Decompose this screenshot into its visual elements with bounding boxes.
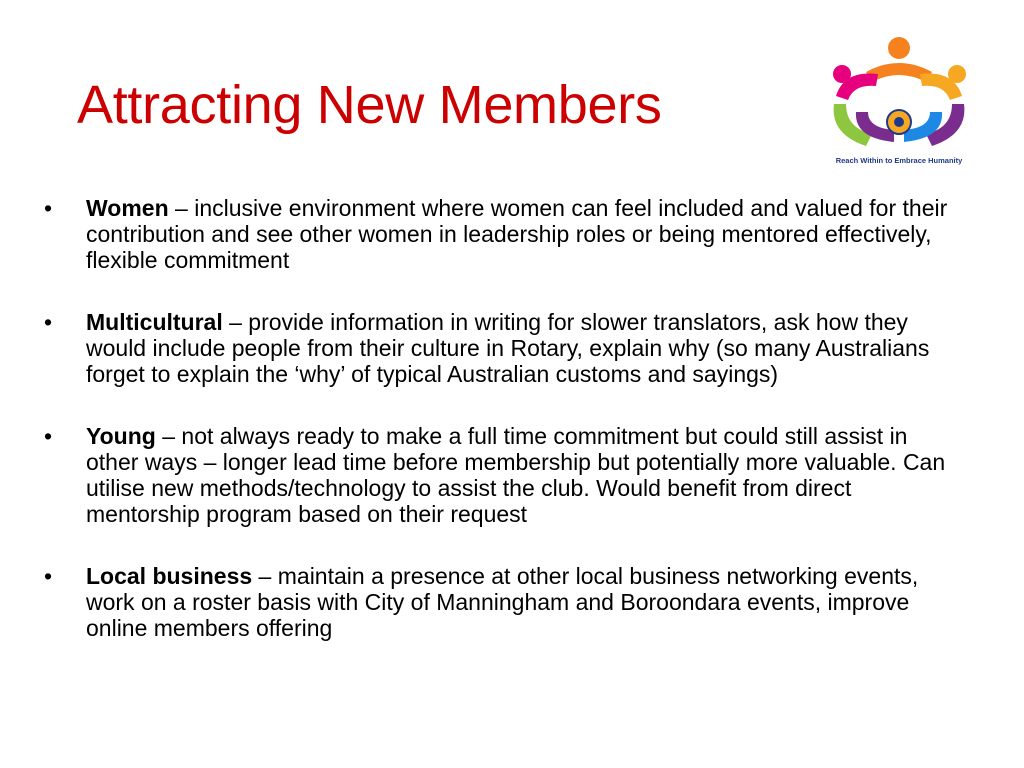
bullet-item-multicultural (44, 309, 964, 387)
bullet-text: – provide information in writing for slower translators, ask how they would include people from their culture in Rotary, explain why (so many Australians forget to explain the ‘why’ of typical Australian customs and sayings) (86, 309, 930, 387)
bullet-dot: • (44, 195, 53, 221)
bullet-dot: • (44, 423, 53, 449)
bullet-heading: Multicultural (86, 309, 223, 335)
bullet-heading: Women (86, 195, 169, 221)
bullet-text: – inclusive environment where women can feel included and valued for their contribution and see other women in leadership roles or being mentored effectively, flexible commitment (86, 195, 948, 273)
rotary-theme-logo-icon (826, 34, 972, 174)
logo-head-orange (888, 37, 910, 59)
bullet-dot: • (44, 563, 53, 589)
logo-graphic (826, 34, 972, 158)
bullet-item-women (44, 195, 964, 273)
bullet-item-young (44, 423, 964, 527)
bullet-list (44, 195, 964, 677)
bullet-item-local-business (44, 563, 964, 641)
slide-title: Attracting New Members (77, 75, 662, 135)
bullet-heading: Young (86, 423, 156, 449)
bullet-dot: • (44, 309, 53, 335)
logo-wheel-hub (894, 117, 904, 127)
bullet-text: – not always ready to make a full time commitment but could still assist in other ways – longer lead time before membership but potentially more valuable. Can utilise new methods/technology to assist the club. Would benefit from direct mentorship program based on their request (86, 423, 946, 527)
bullet-heading: Local business (86, 563, 253, 589)
bullet-text: – maintain a presence at other local business networking events, work on a roster basis with City of Manningham and Boroondara events, improve online members offering (86, 563, 919, 641)
logo-caption: Reach Within to Embrace Humanity (835, 156, 963, 165)
